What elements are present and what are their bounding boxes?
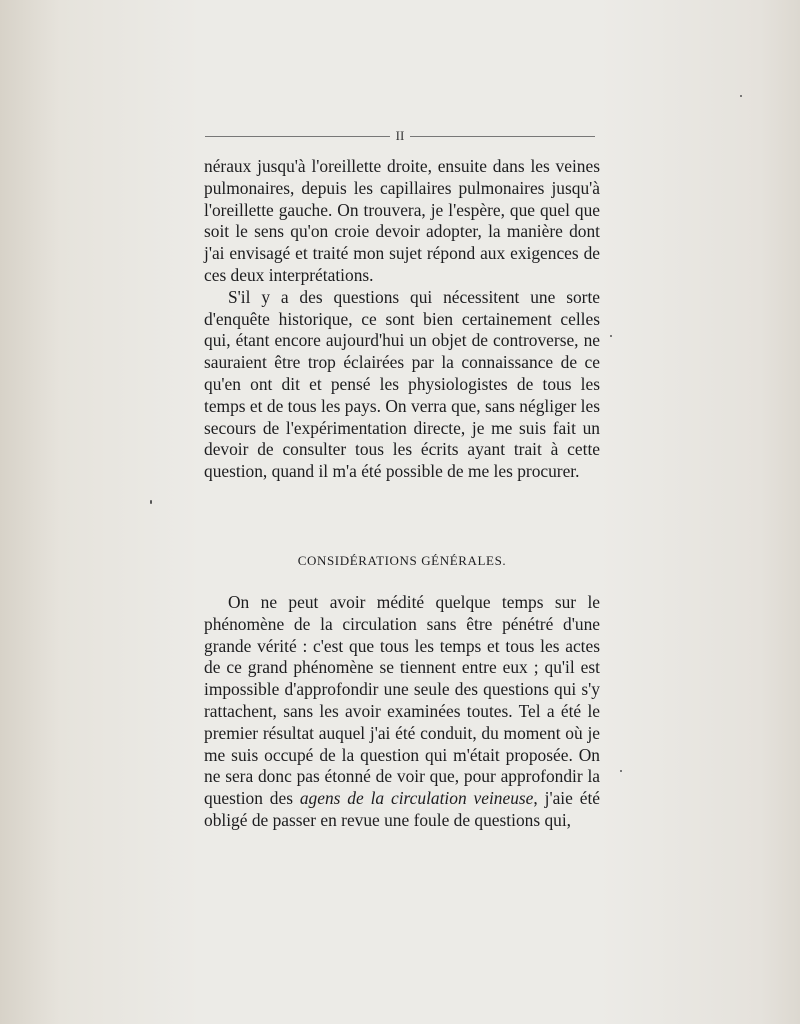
- running-head: [205, 128, 595, 144]
- section-heading: CONSIDÉRATIONS GÉNÉRALES.: [297, 553, 507, 568]
- body-text-bottom: [204, 592, 600, 832]
- paragraph-text-part-2: , j'aie été obligé de passer en revue une foule de questions qui,: [204, 788, 601, 830]
- paper-speck: [620, 770, 622, 772]
- paper-speck: [740, 95, 742, 97]
- paragraph-text-part-1: On ne peut avoir médité quelque temps sur le phénomène de la circulation sans être pénétré d'une grande vérité : c'est que tous les temps et tous les actes de ce grand phénomène se tiennent entre eux ; qu'il est impossible d'approfondir une seule des questions qui s'y rattachent, sans les avoir examinées toutes. Tel a été le premier résultat auquel j'ai été conduit, du moment où je me suis occupé de la question qui m'était proposée. On ne sera donc pas étonné de voir que, pour approfondir la question des: [204, 592, 600, 809]
- paragraph-continuation: néraux jusqu'à l'oreillette droite, ensuite dans les veines pulmonaires, depuis les capillaires pulmonaires jusqu'à l'oreillette gauche. On trouvera, je l'espère, que quel que soit le sens qu'on croie devoir adopter, la manière dont j'ai envisagé et traité mon sujet répond aux exigences de ces deux interprétations.: [204, 156, 600, 285]
- body-text-top: [204, 156, 600, 483]
- italic-phrase: agens de la circulation veineuse: [299, 788, 534, 809]
- show-through-from-reverse: [210, 515, 630, 537]
- running-head-rule-right: [410, 136, 595, 137]
- paragraph-historical-inquiry: S'il y a des questions qui nécessitent une sorte d'enquête historique, ce sont bien certainement celles qui, étant encore aujourd'hui un objet de controverse, ne sauraient être trop éclairées par la connaissance de ce qu'en ont dit et pensé les physiologistes de tous les temps et de tous les pays. On verra que, sans négliger les secours de l'expérimentation directe, je me suis fait un devoir de consulter tous les écrits ayant trait à cette question, quand il m'a été possible de me les procurer.: [204, 286, 600, 482]
- paragraph-general-considerations: [204, 592, 600, 832]
- paper-speck: [150, 500, 152, 504]
- running-head-rule-left: [205, 136, 390, 137]
- page-number: II: [395, 128, 405, 143]
- paper-speck: [610, 335, 612, 337]
